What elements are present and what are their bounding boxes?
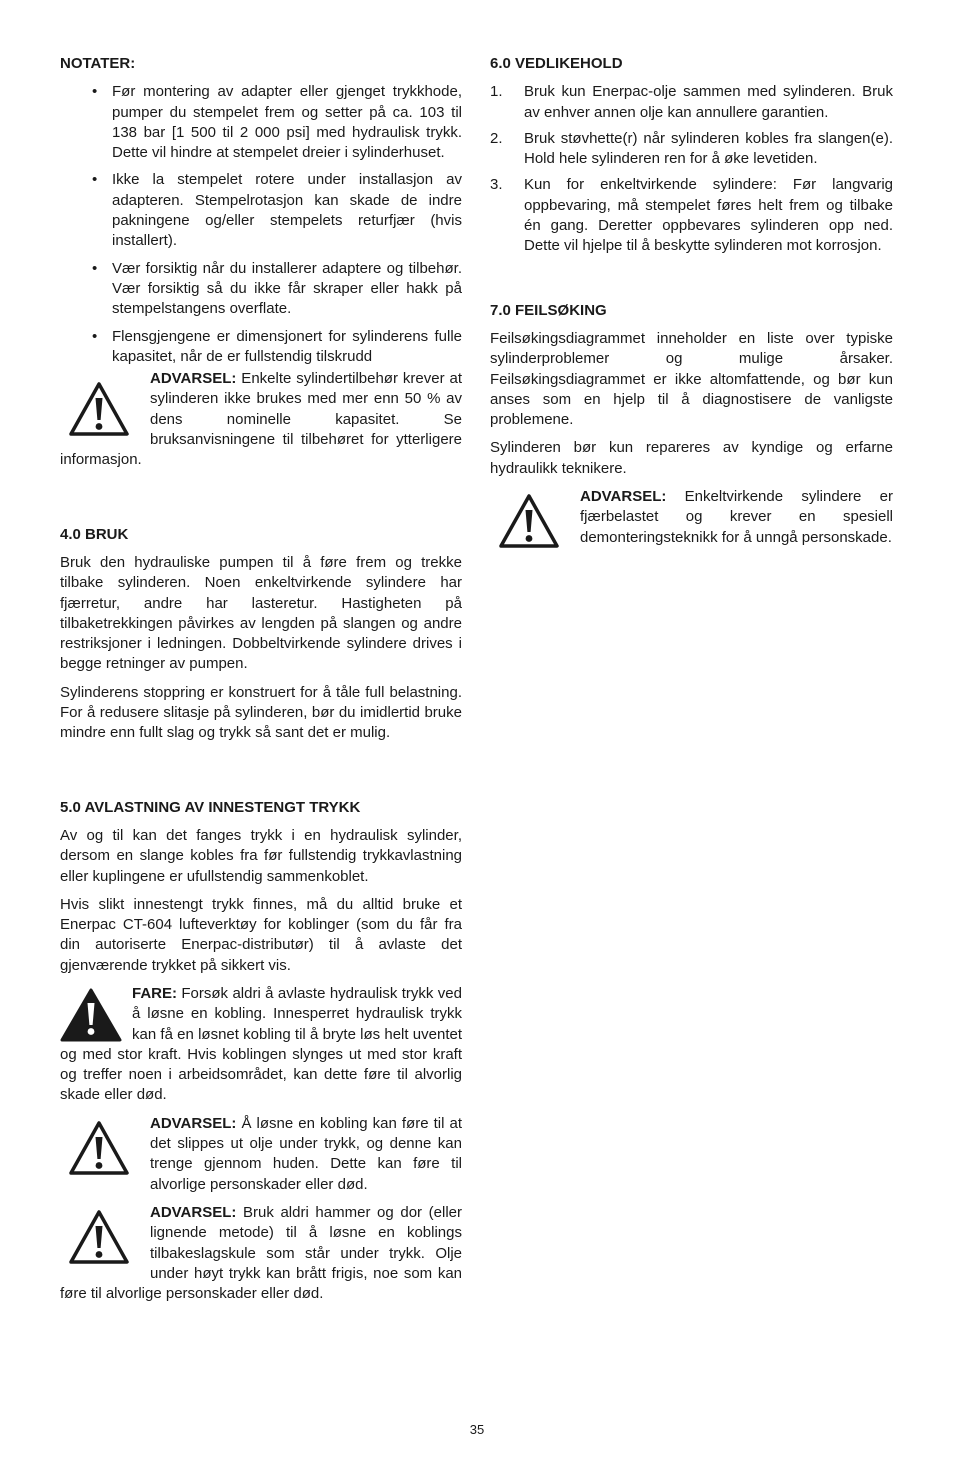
bullet-icon: •: [92, 83, 98, 101]
usage-paragraph: Sylinderens stoppring er konstruert for å tåle full belastning. For å redusere slitasje på sylinderen, bør du imidlertid bruke mindre enn fullt slag og trykk så sant det er mulig.: [60, 683, 462, 742]
troubleshooting-paragraph: Sylinderen bør kun repareres av kyndige og erfarne hydraulikk teknikere.: [490, 439, 893, 477]
usage-heading: 4.0 BRUK: [60, 525, 129, 543]
relief-heading: 5.0 AVLASTNING AV INNESTENGT TRYKK: [60, 798, 361, 816]
warning-triangle-outline-icon: [68, 381, 130, 437]
warning-text: Bruk aldri hammer og dor (eller lignende metode) til å løsne en koblings tilbakeslagskule som står under trykk. Olje under høyt trykk kan brått frigis, noe som kan føre til alvorlige personskader eller død.: [60, 1203, 462, 1303]
danger-text: Forsøk aldri å avlaste hydraulisk trykk ved å løsne en kobling. Innesperret hydraulisk trykk kan få en løsnet kobling til å bryte løs helt uventet og med stor kraft. Hvis koblingen slynges ut med stor kraft og treffer noen i arbeidsområdet, kan dette føre til alvorlig skade eller død.: [60, 984, 462, 1104]
notes-heading: NOTATER:: [60, 55, 136, 72]
bullet-icon: •: [92, 327, 98, 345]
maintenance-list: [490, 82, 893, 256]
warning-label: ADVARSEL:: [580, 488, 667, 506]
notes-bullet: • Ikke la stempelet rotere under installasjon av adapteren. Stempelrotasjon kan skade de indre pakningene og/eller stempelets returfjær (hvis installert).: [92, 171, 462, 250]
maintenance-heading: 6.0 VEDLIKEHOLD: [490, 55, 623, 72]
maintenance-item: 2. Bruk støvhette(r) når sylinderen kobles fra slangen(e). Hold hele sylinderen ren for å øke levetiden.: [490, 129, 893, 168]
warning-triangle-outline-icon: [68, 1209, 130, 1265]
item-number: 3.: [490, 176, 503, 194]
item-number: 1.: [490, 83, 503, 101]
danger-triangle-filled-icon: [60, 988, 122, 1042]
relief-paragraph: Hvis slikt innestengt trykk finnes, må du alltid bruke et Enerpac CT-604 lufteverktøy for koblinger (som du får fra din autoriserte Enerpac-distributør) til å avlaste det gjenværende trykket på sikkert vis.: [60, 895, 462, 974]
warning-triangle-outline-icon: [498, 493, 560, 549]
notes-bullet: • Før montering av adapter eller gjenget trykkhode, pumper du stempelet frem og setter på ca. 103 til 138 bar [1 500 til 2 000 psi] med hydraulisk trykk. Dette vil hindre at stempelet dreier i sylinderhuset.: [92, 83, 462, 162]
notes-bullet: • Vær forsiktig når du installerer adaptere og tilbehør. Vær forsiktig så du ikke får skraper eller hakk på stempelstangens overflate.: [92, 259, 462, 318]
notes-list: [60, 82, 462, 367]
relief-warning-1: [60, 1114, 462, 1195]
right-column: [490, 54, 893, 556]
danger-label: FARE:: [132, 984, 177, 1002]
warning-triangle-outline-icon: [68, 1120, 130, 1176]
maintenance-item: 3. Kun for enkeltvirkende sylindere: Før langvarig oppbevaring, må stempelet føres helt frem og tilbake én gang. Deretter oppbevares sylinderen opp ned. Dette vil hjelpe til å beskytte sylinderen mot korrosjon.: [490, 176, 893, 255]
troubleshooting-heading: 7.0 FEILSØKING: [490, 301, 607, 319]
notes-warning: [60, 369, 462, 470]
troubleshooting-paragraph: Feilsøkingsdiagrammet inneholder en liste over typiske sylinderproblemer og mulige årsaker. Feilsøkingsdiagrammet er ikke altomfattende, og bør kun anses som en hjelp til å diagnostisere de vanligste problemene.: [490, 329, 893, 429]
danger-notice: [60, 984, 462, 1106]
bullet-icon: •: [92, 259, 98, 277]
warning-label: ADVARSEL:: [150, 1114, 237, 1132]
left-column: [60, 54, 462, 1312]
relief-warning-2: [60, 1203, 462, 1304]
warning-text: Enkeltvirkende sylindere er fjærbelastet og krever en spesiell demonteringsteknikk for å unngå personskade.: [580, 488, 893, 546]
bullet-icon: •: [92, 171, 98, 189]
warning-label: ADVARSEL:: [150, 370, 237, 388]
notes-bullet: • Flensgjengene er dimensjonert for sylinderens fulle kapasitet, når de er fullstendig tilskrudd: [92, 327, 462, 365]
item-number: 2.: [490, 129, 503, 147]
warning-text: Å løsne en kobling kan føre til at det slippes ut olje under trykk, og denne kan trenge gjennom huden. Dette kan føre til alvorlige personskader eller død.: [150, 1114, 462, 1193]
warning-text: Enkelte sylindertilbehør krever at sylinderen ikke brukes med mer enn 50 % av dens nominelle kapasitet. Se bruksanvisningene til tilbehøret for ytterligere informasjon.: [60, 370, 462, 469]
relief-paragraph: Av og til kan det fanges trykk i en hydraulisk sylinder, dersom en slange kobles fra før fullstendig trykkavlastning eller kuplingene er ufullstendig sammenkoblet.: [60, 826, 462, 885]
usage-paragraph: Bruk den hydrauliske pumpen til å føre frem og trekke tilbake sylinderen. Noen enkeltvirkende sylindere har fjærretur, andre har lasteretur. Hastigheten på tilbaketrekkingen påvirkes av lengden på slangen og andre restriksjoner i ledningen. Dobbeltvirkende sylindere drives i begge retninger av pumpen.: [60, 553, 462, 673]
maintenance-item: 1. Bruk kun Enerpac-olje sammen med sylinderen. Bruk av enhver annen olje kan annullere garantien.: [490, 83, 893, 121]
page-number: 35: [469, 1422, 485, 1437]
troubleshooting-warning: [490, 487, 893, 548]
warning-label: ADVARSEL:: [150, 1203, 237, 1221]
